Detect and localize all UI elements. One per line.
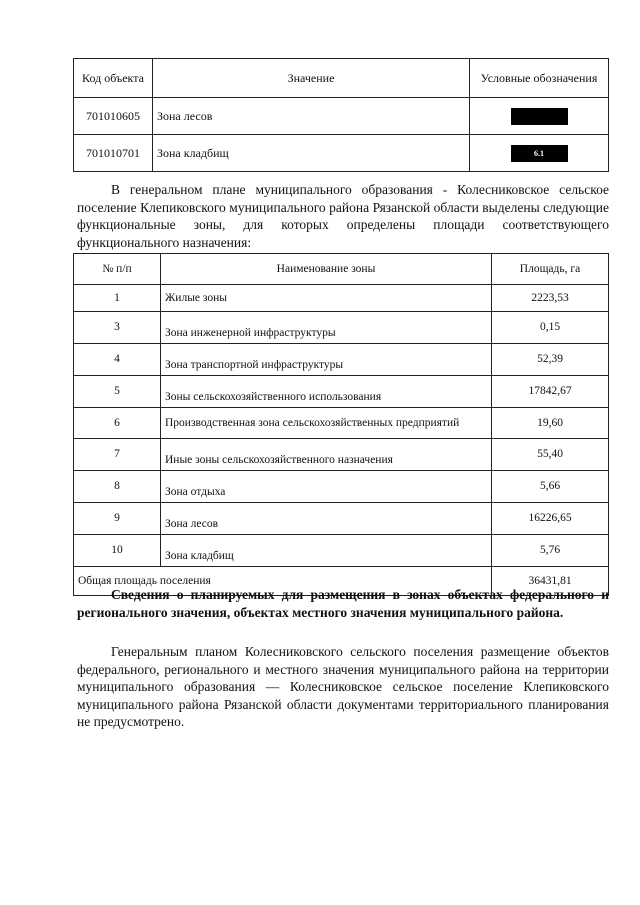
legend-header-symbol: Условные обозначения: [470, 59, 609, 98]
zone-area: 0,15: [492, 312, 609, 344]
zone-name: Производственная зона сельскохозяйственных предприятий: [161, 408, 492, 439]
legend-symbol-cell: [470, 135, 609, 172]
legend-header-code: Код объекта: [74, 59, 153, 98]
intro-paragraph: В генеральном плане муниципального образования - Колесниковское сельское поселение Клепиковского муниципального района Рязанской области выделены следующие функциональные зоны, для которых определены площади соответствующего функционального назначения:: [77, 182, 609, 250]
table-row: [74, 535, 609, 567]
table-row: [74, 503, 609, 535]
total-label: Общая площадь поселения: [74, 567, 492, 596]
zone-name: Зона лесов: [161, 503, 492, 535]
zone-num: 8: [74, 471, 161, 503]
zone-num: 10: [74, 535, 161, 567]
zones-header-row: [74, 254, 609, 285]
legend-value-cell: Зона лесов: [153, 98, 470, 135]
zone-name: Иные зоны сельскохозяйственного назначения: [161, 439, 492, 471]
zone-name: Зоны сельскохозяйственного использования: [161, 376, 492, 408]
zone-name: Жилые зоны: [161, 285, 492, 312]
legend-swatch: [511, 108, 568, 125]
legend-header-row: [74, 59, 609, 98]
table-row: [74, 408, 609, 439]
zone-name: Зона кладбищ: [161, 535, 492, 567]
zones-table: [73, 253, 609, 596]
zones-header-name: Наименование зоны: [161, 254, 492, 285]
table-row: [74, 312, 609, 344]
zone-name: Зона отдыха: [161, 471, 492, 503]
legend-code-cell: 701010605: [74, 98, 153, 135]
legend-symbol-cell: [470, 98, 609, 135]
zone-num: 9: [74, 503, 161, 535]
zones-header-num: № п/п: [74, 254, 161, 285]
table-row: [74, 376, 609, 408]
zone-area: 17842,67: [492, 376, 609, 408]
legend-swatch: 6.1: [511, 145, 568, 162]
table-row: [74, 439, 609, 471]
legend-row: [74, 135, 609, 172]
zone-area: 55,40: [492, 439, 609, 471]
zone-num: 6: [74, 408, 161, 439]
legend-table: [73, 58, 609, 172]
zone-area: 5,76: [492, 535, 609, 567]
table-row: [74, 471, 609, 503]
zone-name: Зона инженерной инфраструктуры: [161, 312, 492, 344]
zone-num: 4: [74, 344, 161, 376]
table-row: [74, 344, 609, 376]
section-heading: Сведения о планируемых для размещения в зонах объектах федерального и регионального значения, объектах местного значения муниципального района.: [77, 587, 609, 620]
legend-header-value: Значение: [153, 59, 470, 98]
total-area: 36431,81: [492, 567, 609, 596]
zone-name: Зона транспортной инфраструктуры: [161, 344, 492, 376]
zone-area: 52,39: [492, 344, 609, 376]
table-row: [74, 285, 609, 312]
zone-num: 1: [74, 285, 161, 312]
closing-paragraph: Генеральным планом Колесниковского сельского поселения размещение объектов федерального, регионального и местного значения муниципального района на территории муниципального образования — Колесниковское сельское поселение Клепиковского муниципального района Рязанской области документами территориального планирования не предусмотрено.: [77, 644, 609, 729]
zone-area: 19,60: [492, 408, 609, 439]
zone-num: 7: [74, 439, 161, 471]
legend-code-cell: 701010701: [74, 135, 153, 172]
zone-area: 5,66: [492, 471, 609, 503]
zone-area: 2223,53: [492, 285, 609, 312]
zone-num: 5: [74, 376, 161, 408]
zone-num: 3: [74, 312, 161, 344]
legend-value-cell: Зона кладбищ: [153, 135, 470, 172]
zone-area: 16226,65: [492, 503, 609, 535]
zones-header-area: Площадь, га: [492, 254, 609, 285]
legend-row: [74, 98, 609, 135]
